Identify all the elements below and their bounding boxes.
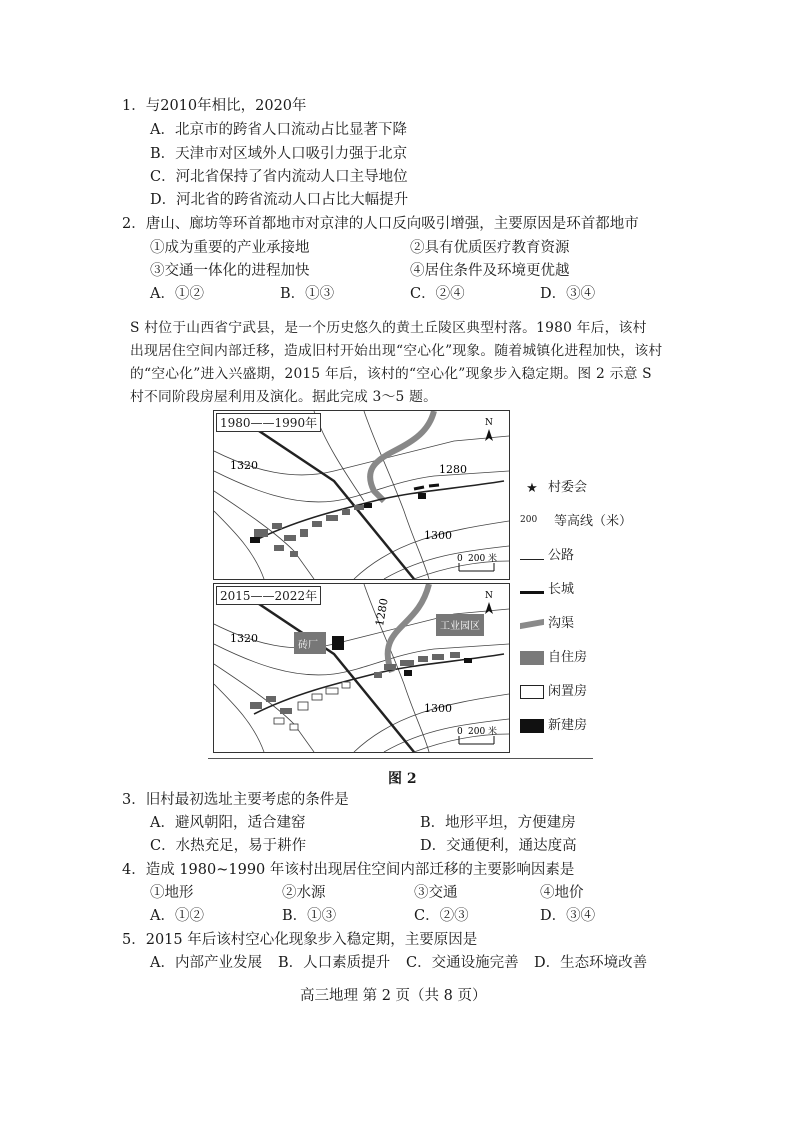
q1-option-a: A．北京市的跨省人口流动占比显著下降 [150, 122, 407, 138]
q2-option-c: C．②④ [410, 286, 465, 302]
q3-option-d: D．交通便利，通达度高 [420, 838, 577, 854]
q5-option-b: B．人口素质提升 [278, 955, 391, 971]
passage-line-3: 的“空心化”进入兴盛期，2015 年后，该村的“空心化”现象步入稳定期。图 2 示意 S [130, 366, 652, 382]
legend-contour: 200 等高线（米） [520, 514, 633, 529]
page-footer: 高三地理 第 2 页（共 8 页） [300, 988, 487, 1004]
svg-text:0: 0 [457, 554, 463, 564]
map-1980-1990-drawing [214, 411, 509, 579]
q5-stem: 5．2015 年后该村空心化现象步入稳定期，主要原因是 [122, 932, 478, 948]
north-arrow-icon [485, 591, 493, 614]
scale-bar-1 [457, 552, 497, 571]
q4-item-1: ①地形 [150, 885, 194, 901]
passage-line-4: 村不同阶段房屋利用及演化。据此完成 3～5 题。 [130, 389, 438, 405]
q5-option-d: D．生态环境改善 [534, 955, 648, 971]
industrial-park-label: 工业园区 [440, 621, 480, 632]
svg-text:N: N [485, 418, 493, 428]
svg-text:N: N [485, 591, 493, 601]
q4-option-b: B．①③ [282, 908, 337, 924]
star-icon: ★ [526, 480, 538, 496]
scale-bar-2 [457, 725, 497, 744]
q2-option-d: D．③④ [540, 286, 596, 302]
legend-village-committee: ★ 村委会 [520, 476, 587, 495]
q4-item-3: ③交通 [414, 885, 458, 901]
svg-text:200 米: 200 米 [468, 727, 498, 737]
q1-option-c: C．河北省保持了省内流动人口主导地位 [150, 169, 408, 185]
q1-option-d: D．河北省的跨省流动人口占比大幅提升 [150, 192, 409, 208]
q2-stem: 2．唐山、廊坊等环首都地市对京津的人口反向吸引增强，主要原因是环首都地市 [122, 216, 639, 232]
contour-1320-label-2: 1320 [230, 632, 258, 645]
legend-road: 公路 [520, 544, 574, 563]
map-2015-2022-drawing [214, 584, 509, 752]
q2-item-3: ③交通一体化的进程加快 [150, 263, 310, 279]
q2-item-4: ④居住条件及环境更优越 [410, 263, 570, 279]
q3-stem: 3．旧村最初选址主要考虑的条件是 [122, 792, 349, 808]
contour-1280-label-2: 1280 [373, 597, 391, 628]
contour-1320-label-1: 1320 [230, 459, 258, 472]
road-icon [520, 552, 544, 560]
contour-line-icon: 200 [520, 514, 538, 525]
gully-icon [520, 618, 544, 628]
q4-stem: 4．造成 1980~1990 年该村出现居住空间内部迁移的主要影响因素是 [122, 862, 575, 878]
legend-self-house: 自住房 [520, 646, 587, 665]
map-panel-1980-1990 [213, 410, 510, 580]
q2-item-1: ①成为重要的产业承接地 [150, 240, 310, 256]
q5-option-c: C．交通设施完善 [406, 955, 519, 971]
contour-1280-label-1: 1280 [439, 463, 467, 476]
contour-1300-label-2: 1300 [424, 702, 452, 715]
map-period-label-1: 1980——1990年 [216, 413, 321, 432]
new-house-swatch-icon [520, 719, 544, 733]
north-arrow-icon [485, 418, 493, 441]
brick-factory-label: 砖厂 [298, 640, 318, 651]
q4-item-4: ④地价 [540, 885, 584, 901]
q4-option-a: A．①② [150, 908, 204, 924]
q3-option-a: A．避风朝阳，适合建窑 [150, 815, 306, 831]
q4-item-2: ②水源 [282, 885, 326, 901]
idle-house-swatch-icon [520, 685, 544, 699]
map-period-label-2: 2015——2022年 [216, 586, 321, 605]
q2-item-2: ②具有优质医疗教育资源 [410, 240, 570, 256]
great-wall-icon [520, 585, 544, 594]
q1-stem: 1．与2010年相比，2020年 [122, 98, 307, 114]
q4-option-c: C．②③ [414, 908, 469, 924]
q4-option-d: D．③④ [540, 908, 596, 924]
passage-line-2: 出现居住空间内部迁移，造成旧村开始出现“空心化”现象。随着城镇化进程加快，该村 [130, 343, 663, 359]
figure-divider [208, 758, 593, 759]
q5-option-a: A．内部产业发展 [150, 955, 262, 971]
q2-option-b: B．①③ [280, 286, 335, 302]
map-panel-2015-2022 [213, 583, 510, 753]
passage-line-1: S 村位于山西省宁武县，是一个历史悠久的黄土丘陵区典型村落。1980 年后，该村 [130, 320, 647, 336]
svg-text:0: 0 [457, 727, 463, 737]
q2-option-a: A．①② [150, 286, 204, 302]
contour-1300-label-1: 1300 [424, 529, 452, 542]
legend-great-wall: 长城 [520, 578, 574, 597]
q3-option-b: B．地形平坦，方便建房 [420, 815, 576, 831]
self-house-swatch-icon [520, 651, 544, 665]
legend-idle-house: 闲置房 [520, 680, 587, 699]
legend-new-house: 新建房 [520, 714, 587, 733]
q3-option-c: C．水热充足，易于耕作 [150, 838, 307, 854]
figure-caption: 图 2 [388, 771, 417, 787]
legend-gully: 沟渠 [520, 612, 574, 631]
svg-text:200 米: 200 米 [468, 554, 498, 564]
q1-option-b: B．天津市对区域外人口吸引力强于北京 [150, 146, 408, 162]
